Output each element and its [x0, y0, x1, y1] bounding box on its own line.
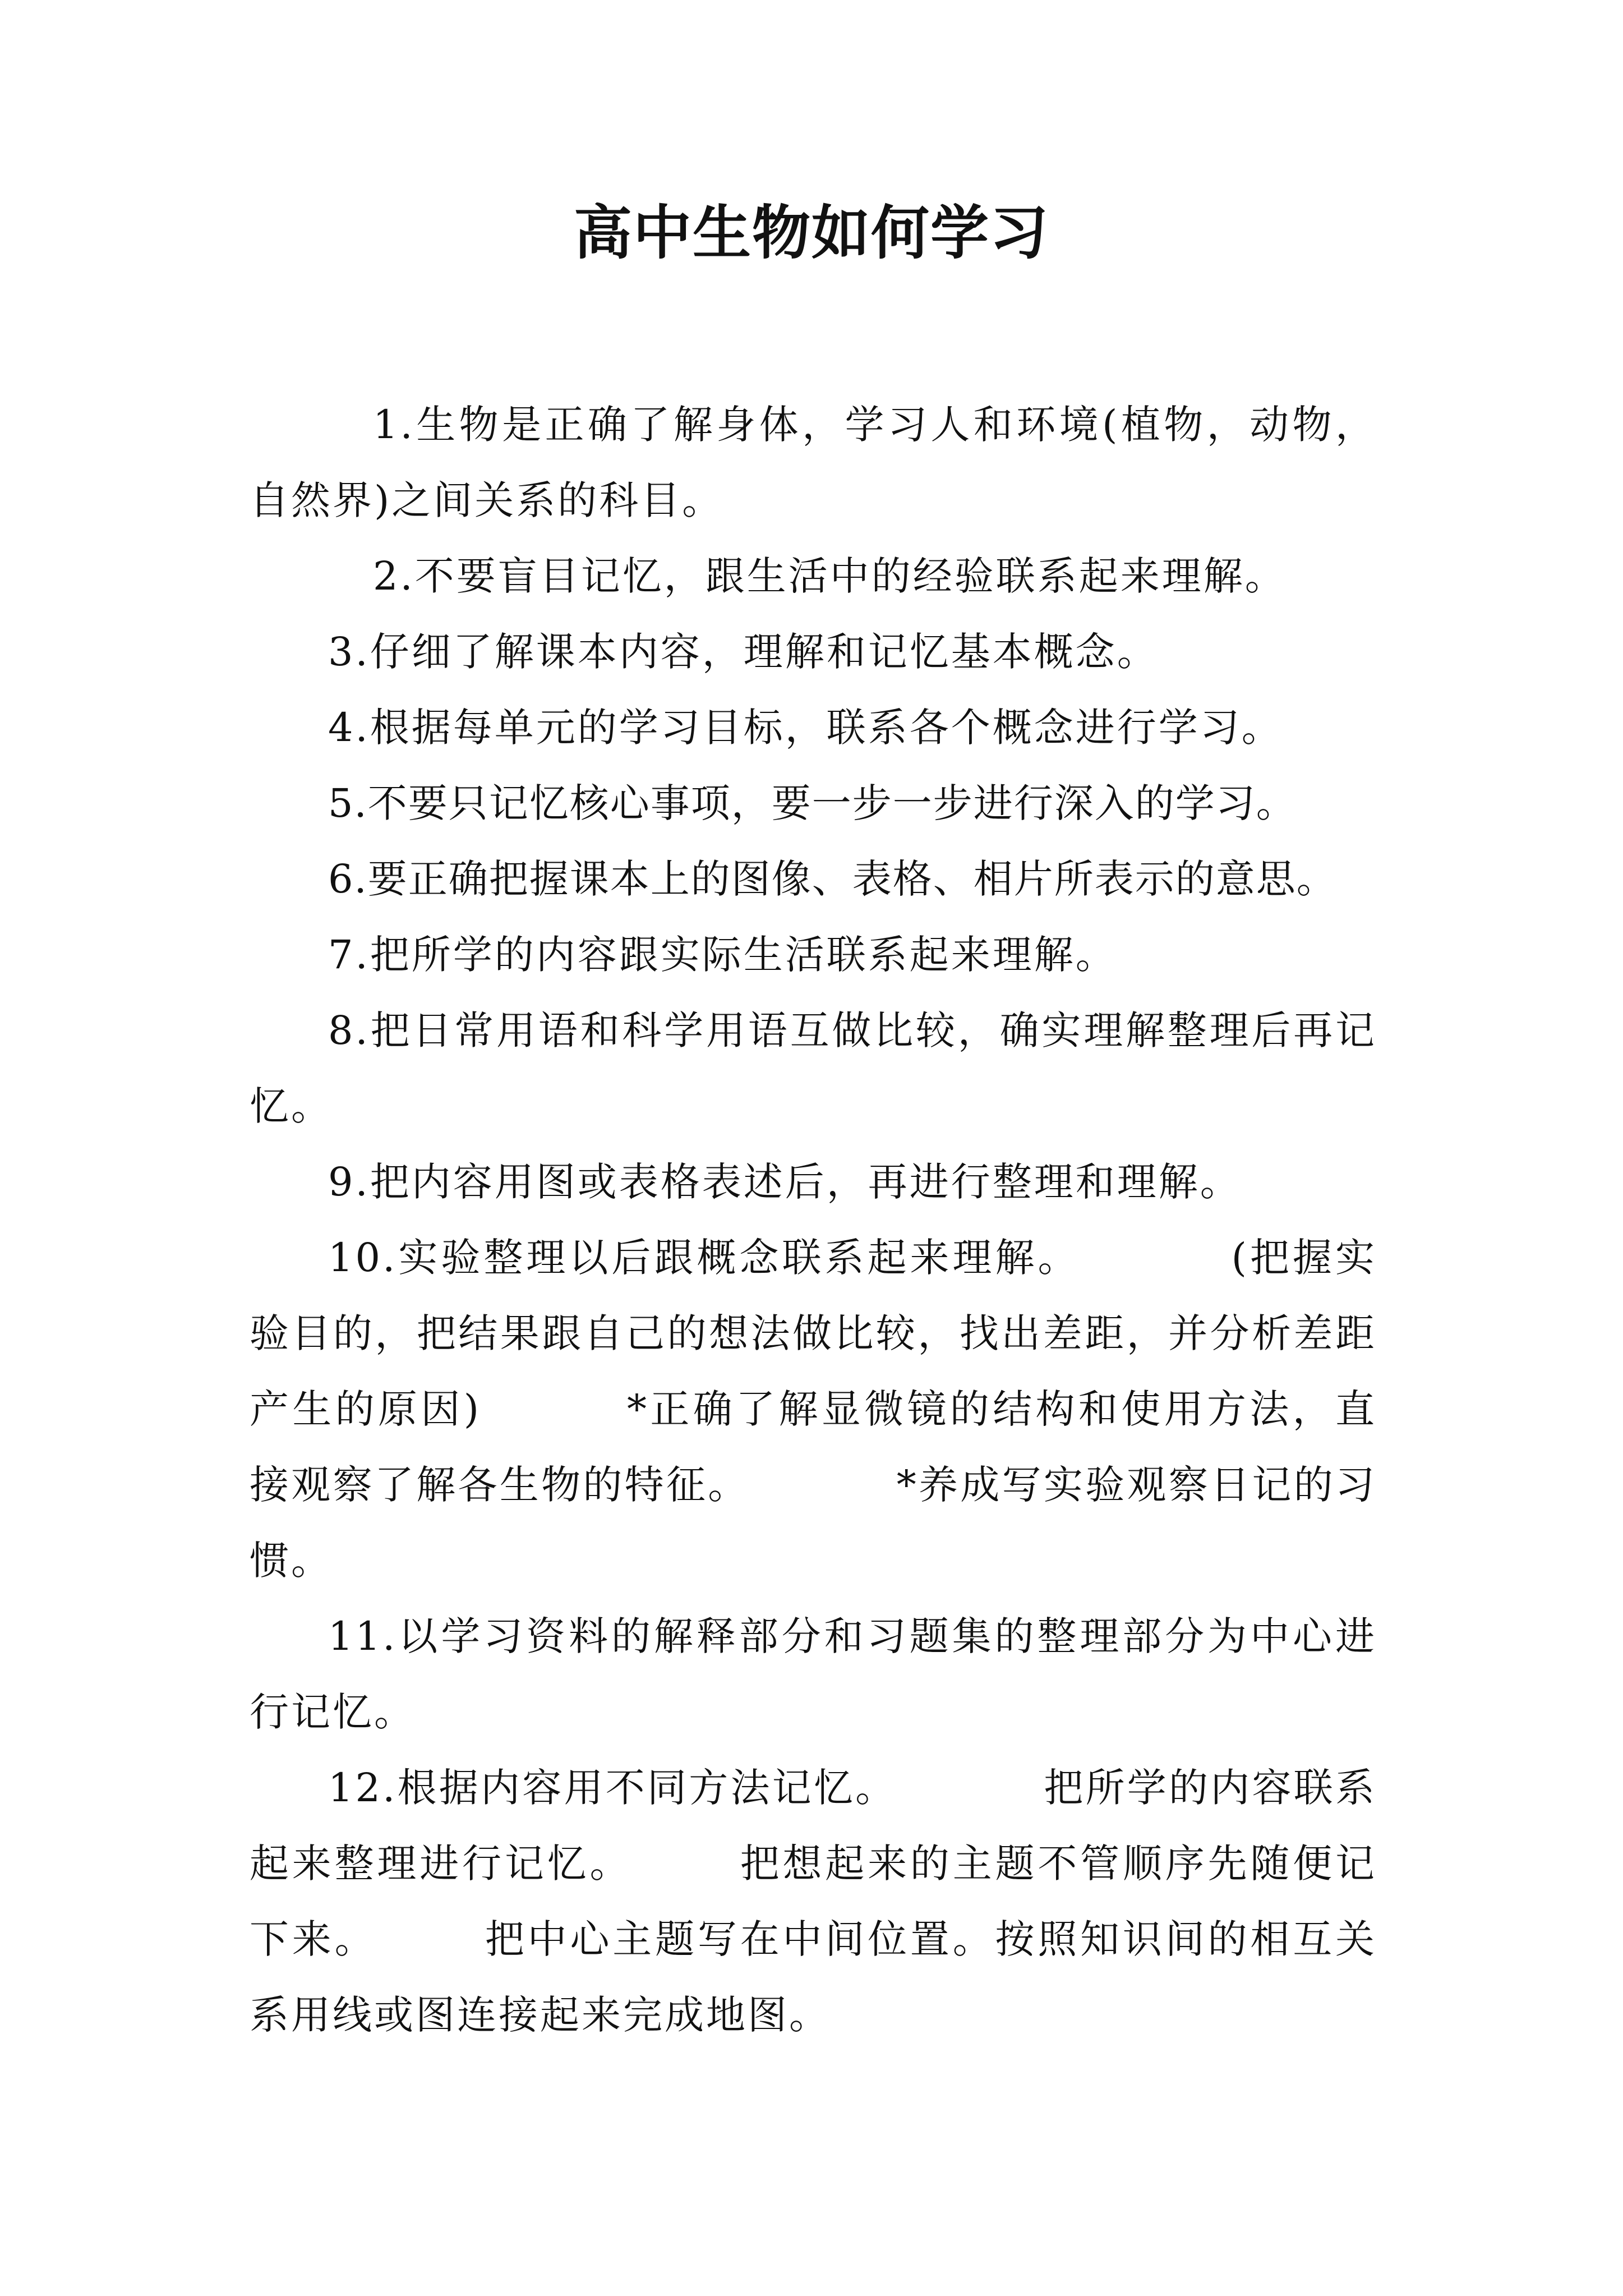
document-body	[250, 387, 1377, 2053]
paragraph-2: 2.不要盲目记忆，跟生活中的经验联系起来理解。	[373, 553, 1287, 599]
paragraph-1: 1.生物是正确了解身体，学习人和环境(植物，动物，自然界)之间关系的科目。	[250, 402, 1377, 523]
paragraph-10: 10.实验整理以后跟概念联系起来理解。 (把握实验目的，把结果跟自己的想法做比较，找出差距，并分析差距产生的原因) *正确了解显微镜的结构和使用方法，直接观察了解各生物的特征。 *养成写实验观察日记的习惯。	[250, 1235, 1377, 1584]
paragraph-4: 4.根据每单元的学习目标，联系各个概念进行学习。	[328, 705, 1283, 751]
paragraph-3: 3.仔细了解课本内容，理解和记忆基本概念。	[328, 629, 1159, 675]
paragraph-12: 12.根据内容用不同方法记忆。 把所学的内容联系起来整理进行记忆。 把想起来的主题不管顺序先随便记下来。 把中心主题写在中间位置。按照知识间的相互关系用线或图连接起来完成地图。	[250, 1765, 1377, 2038]
paragraph-9: 9.把内容用图或表格表述后，再进行整理和理解。	[328, 1159, 1242, 1205]
paragraph-7: 7.把所学的内容跟实际生活联系起来理解。	[328, 932, 1117, 978]
page-title: 高中生物如何学习	[573, 198, 1049, 267]
paragraph-5: 5.不要只记忆核心事项，要一步一步进行深入的学习。	[328, 780, 1297, 826]
paragraph-11: 11.以学习资料的解释部分和习题集的整理部分为中心进行记忆。	[250, 1613, 1377, 1735]
paragraph-6: 6.要正确把握课本上的图像、表格、相片所表示的意思。	[328, 856, 1337, 902]
paragraph-8: 8.把日常用语和科学用语互做比较，确实理解整理后再记忆。	[250, 1007, 1377, 1129]
